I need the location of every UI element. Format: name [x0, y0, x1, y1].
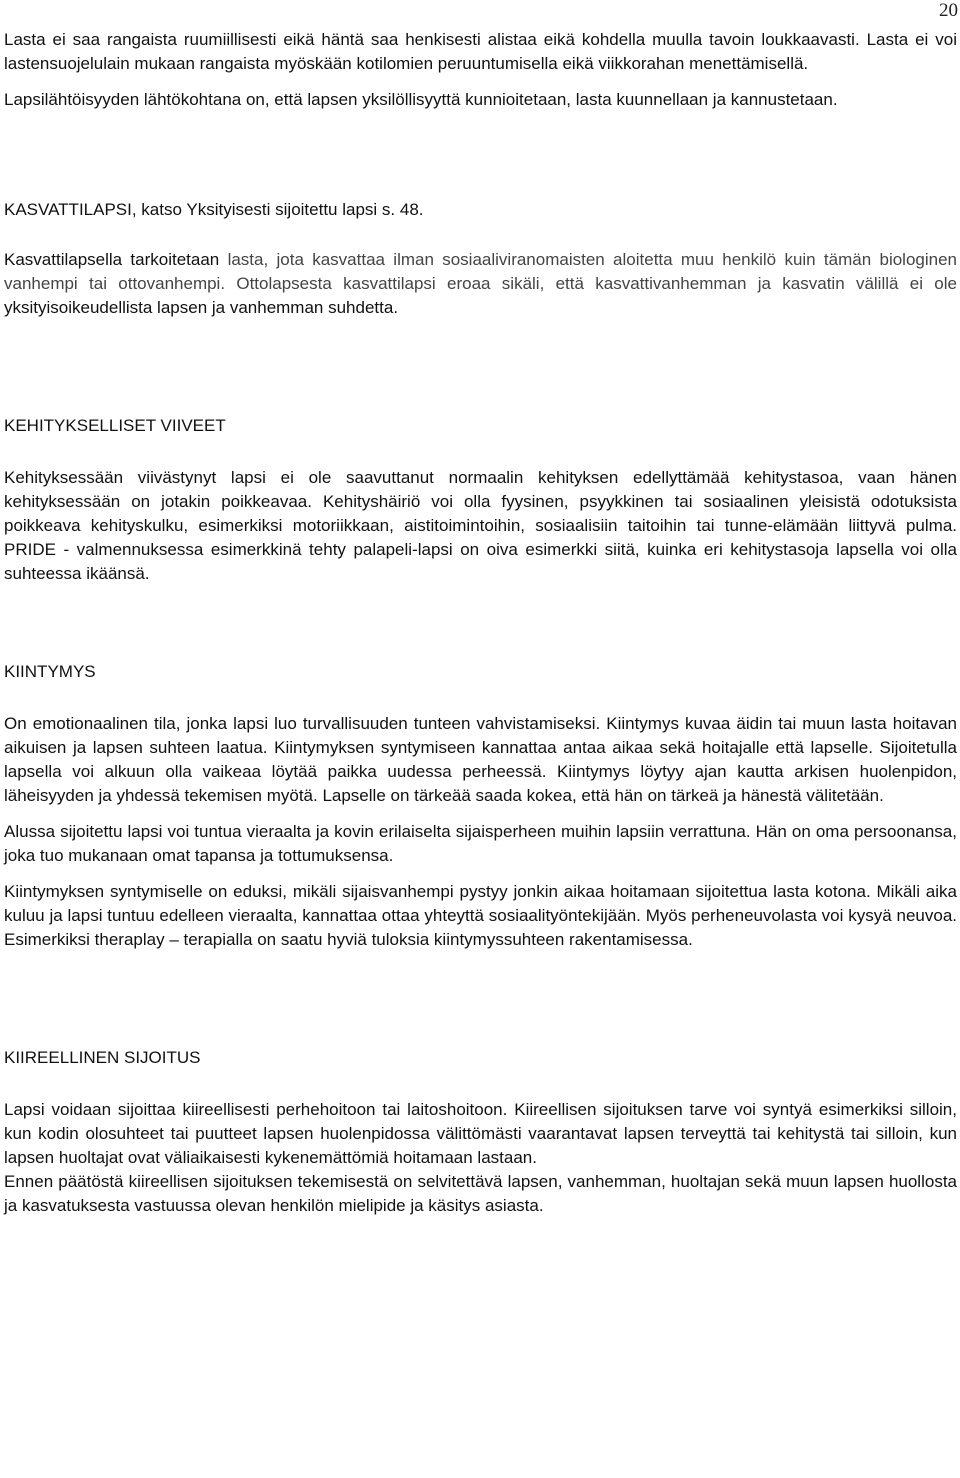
kiintymys-paragraph-1: On emotionaalinen tila, jonka lapsi luo turvallisuuden tunteen vahvistamiseksi. Kiintymys kuvaa äidin tai muun lasta hoitavan aikuisen ja lapsen suhteen laatua. Kiintymyksen syntymiseen kannattaa antaa aikaa sekä hoitajalle että lapselle. Sijoitetulla lapsella voi alkuun olla vaikeaa löytää paikka uudessa perheessä. Kiintymys löytyy ajan kautta arkisen huolenpidon, läheisyyden ja yhdessä tekemisen myötä. Lapselle on tärkeää saada kokea, että hän on tärkeä ja hänestä välitetään. [4, 714, 957, 805]
kasvattilapsi-paragraph [4, 248, 957, 320]
page-number: 20 [939, 0, 958, 21]
section-heading-kasvattilapsi: KASVATTILAPSI, katso Yksityisesti sijoitettu lapsi s. 48. [4, 200, 424, 219]
kiintymys-paragraph-3: Kiintymyksen syntymiselle on eduksi, mikäli sijaisvanhempi pystyy jonkin aikaa hoitamaan sijoitettua lasta kotona. Mikäli aika kuluu ja lapsi tuntuu edelleen vieraalta, kannattaa ottaa yhteyttä sosiaalityöntekijään. Myös perheneuvolasta voi kysyä neuvoa. Esimerkiksi theraplay – terapialla on saatu hyviä tuloksia kiintymyssuhteen rakentamisessa. [4, 882, 957, 949]
section-heading-kiintymys: KIINTYMYS [4, 662, 96, 681]
section-heading-kiireellinen-sijoitus: KIIREELLINEN SIJOITUS [4, 1048, 201, 1067]
intro-paragraph-2: Lapsilähtöisyyden lähtökohtana on, että lapsen yksilöllisyyttä kunnioitetaan, lasta kuunnellaan ja kannustetaan. [4, 90, 838, 109]
kasvattilapsi-text-1: Kasvattilapsella tarkoitetaan [4, 250, 228, 269]
kasvattilapsi-text-3: yksityisoikeudellista lapsen ja vanhemman suhdetta. [4, 298, 399, 317]
kiireellinen-paragraph-1: Lapsi voidaan sijoittaa kiireellisesti perhehoitoon tai laitoshoitoon. Kiireellisen sijoituksen tarve voi syntyä esimerkiksi silloin, kun kodin olosuhteet tai puutteet lapsen huolenpidossa välittömästi vaarantavat lapsen terveyttä tai kehitystä tai silloin, kun lapsen huoltajat ovat väliaikaisesti kykenemättömiä hoitamaan lastaan. [4, 1100, 957, 1167]
kehitykselliset-paragraph: Kehityksessään viivästynyt lapsi ei ole saavuttanut normaalin kehityksen edellyttämää kehitystasoa, vaan hänen kehityksessään on jotakin poikkeavaa. Kehityshäiriö voi olla fyysinen, psyykkinen tai sosiaalinen yleisistä odotuksista poikkeava kehityskulku, esimerkiksi motoriikkaan, aistitoimintoihin, sosiaalisiin taitoihin tai tunne-elämään liittyvä pulma. PRIDE - valmennuksessa esimerkkinä tehty palapeli-lapsi on oiva esimerkki siitä, kuinka eri kehitystasoja lapsella voi olla suhteessa ikäänsä. [4, 468, 957, 583]
kiintymys-paragraph-2: Alussa sijoitettu lapsi voi tuntua vieraalta ja kovin erilaiselta sijaisperheen muihin lapsiin verrattuna. Hän on oma persoonansa, joka tuo mukanaan omat tapansa ja tottumuksensa. [4, 822, 957, 865]
kasvattilapsi-text-2: lasta, jota kasvattaa ilman sosiaaliviranomaisten aloitetta muu henkilö kuin tämän biologinen vanhempi tai ottovanhempi. Ottolapsesta kasvattilapsi eroaa sikäli, että kasvattivanhemman ja kasvatin välillä ei ole [4, 250, 957, 293]
kiireellinen-paragraph-2: Ennen päätöstä kiireellisen sijoituksen tekemisestä on selvitettävä lapsen, vanhemman, huoltajan sekä muun lapsen huollosta ja kasvatuksesta vastuussa olevan henkilön mielipide ja käsitys asiasta. [4, 1172, 957, 1215]
document-body [4, 28, 957, 1218]
section-heading-kehitykselliset-viiveet: KEHITYKSELLISET VIIVEET [4, 416, 226, 435]
intro-paragraph-1: Lasta ei saa rangaista ruumiillisesti eikä häntä saa henkisesti alistaa eikä kohdella muulla tavoin loukkaavasti. Lasta ei voi lastensuojelulain mukaan rangaista myöskään kotilomien peruuntumisella eikä viikkorahan menettämisellä. [4, 30, 957, 73]
